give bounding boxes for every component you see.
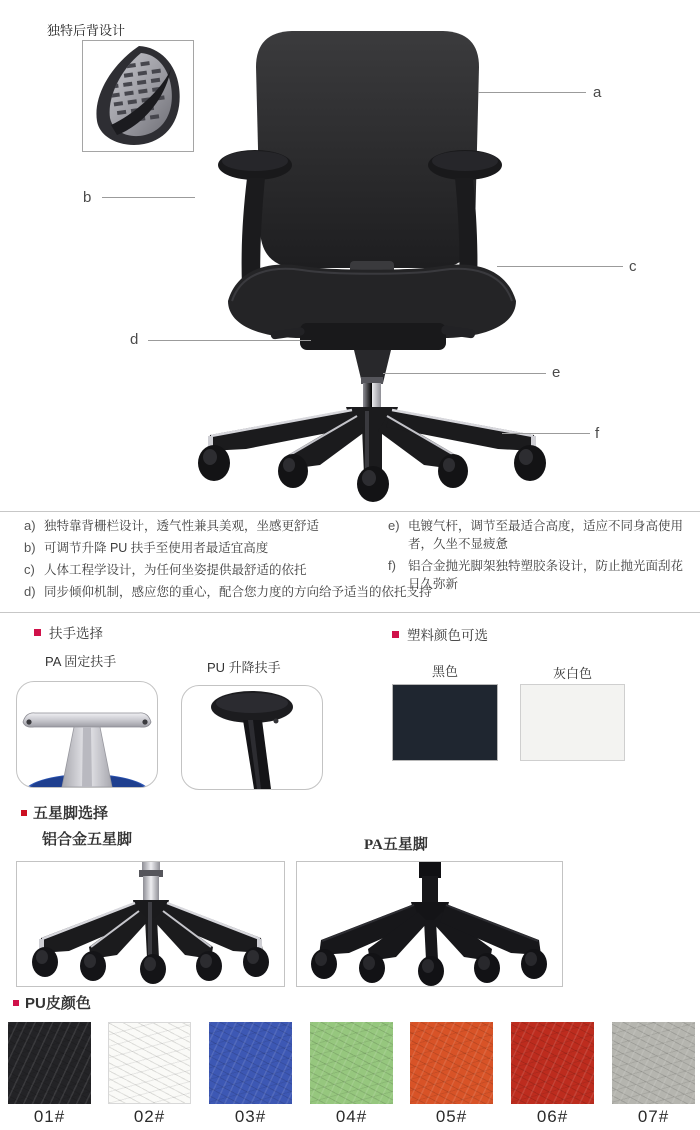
pu-swatch-05 — [410, 1022, 493, 1104]
plastic-section-title: 塑料颜色可选 — [407, 628, 488, 643]
pu-swatch-03 — [209, 1022, 292, 1104]
pu-swatch-02 — [108, 1022, 191, 1104]
armrest-pu-image — [181, 685, 323, 790]
divider-features — [0, 612, 700, 613]
feature-item-f — [388, 557, 690, 593]
base-option-label-pa: PA五星脚 — [364, 837, 428, 853]
plastic-swatch-black — [392, 684, 498, 761]
pu-swatch-label-03: 03# — [234, 1107, 267, 1126]
armrest-option-label-pa: PA 固定扶手 — [45, 654, 117, 669]
feature-item-e — [388, 517, 690, 553]
feature-key: f) — [388, 558, 396, 573]
callout-line-f — [502, 433, 590, 434]
pu-swatch-label-05: 05# — [435, 1107, 468, 1126]
callout-line-c — [497, 266, 623, 267]
feature-text: 铝合金抛光脚架独特塑胶条设计，防止抛光面刮花 日久弥新 — [408, 559, 684, 591]
armrest-section-header — [34, 622, 103, 642]
section-bullet-icon — [13, 1000, 19, 1006]
armrest-pa-image — [16, 681, 158, 788]
feature-text: 可调节升降 PU 扶手至使用者最适宜高度 — [44, 541, 269, 555]
callout-line-e — [383, 373, 546, 374]
pu-section-title: PU皮颜色 — [25, 995, 91, 1012]
armrest-option-label-pu: PU 升降扶手 — [207, 660, 281, 675]
chair-photo — [150, 5, 570, 505]
pu-swatch-label-01: 01# — [33, 1107, 66, 1126]
section-bullet-icon — [34, 629, 41, 636]
callout-label-a: a — [593, 84, 602, 101]
section-bullet-icon — [392, 631, 399, 638]
plastic-swatch-white — [520, 684, 625, 761]
section-bullet-icon — [21, 810, 27, 816]
feature-text: 人体工程学设计，为任何坐姿提供最舒适的依托 — [44, 563, 307, 577]
callout-label-f: f — [595, 425, 600, 442]
callout-label-b: b — [83, 189, 92, 206]
pu-swatch-06 — [511, 1022, 594, 1104]
plastic-section-header — [392, 624, 488, 644]
base-section-title: 五星脚选择 — [33, 806, 109, 822]
base-option-label-aluminum: 铝合金五星脚 — [42, 832, 133, 848]
backrest-detail-title: 独特后背设计 — [47, 23, 126, 38]
pu-swatch-label-04: 04# — [335, 1107, 368, 1126]
pu-swatch-04 — [310, 1022, 393, 1104]
callout-label-c: c — [629, 258, 637, 275]
pu-swatch-01 — [8, 1022, 91, 1104]
callout-line-a — [478, 92, 586, 93]
plastic-option-label-black: 黑色 — [431, 664, 458, 679]
feature-key: d) — [24, 584, 36, 599]
pu-swatch-label-06: 06# — [536, 1107, 569, 1126]
base-section-header — [21, 802, 108, 823]
pu-swatch-07 — [612, 1022, 695, 1104]
base-pa-image — [296, 861, 563, 987]
callout-label-e: e — [552, 364, 561, 381]
armrest-section-title: 扶手选择 — [49, 626, 103, 641]
callout-label-d: d — [130, 331, 139, 348]
plastic-option-label-white: 灰白色 — [552, 666, 592, 681]
base-aluminum-image — [16, 861, 285, 987]
feature-key: a) — [24, 518, 36, 533]
feature-key: b) — [24, 540, 36, 555]
callout-line-b — [102, 197, 195, 198]
chair-graphic — [150, 5, 570, 505]
pu-section-header — [13, 992, 91, 1013]
feature-list-right — [388, 517, 690, 597]
feature-text: 独特靠背栅栏设计，透气性兼具美观，坐感更舒适 — [44, 519, 320, 533]
pu-swatch-label-07: 07# — [637, 1107, 670, 1126]
feature-text: 同步倾仰机制，感应您的重心，配合您力度的方向给予适当的依托支持 — [44, 585, 432, 599]
feature-text: 电镀气杆，调节至最适合高度，适应不同身高使用者，久坐不显疲惫 — [408, 519, 684, 551]
pu-swatch-label-02: 02# — [133, 1107, 166, 1126]
feature-key: e) — [388, 518, 400, 533]
feature-key: c) — [24, 562, 35, 577]
callout-line-d — [148, 340, 311, 341]
divider-top — [0, 511, 700, 512]
